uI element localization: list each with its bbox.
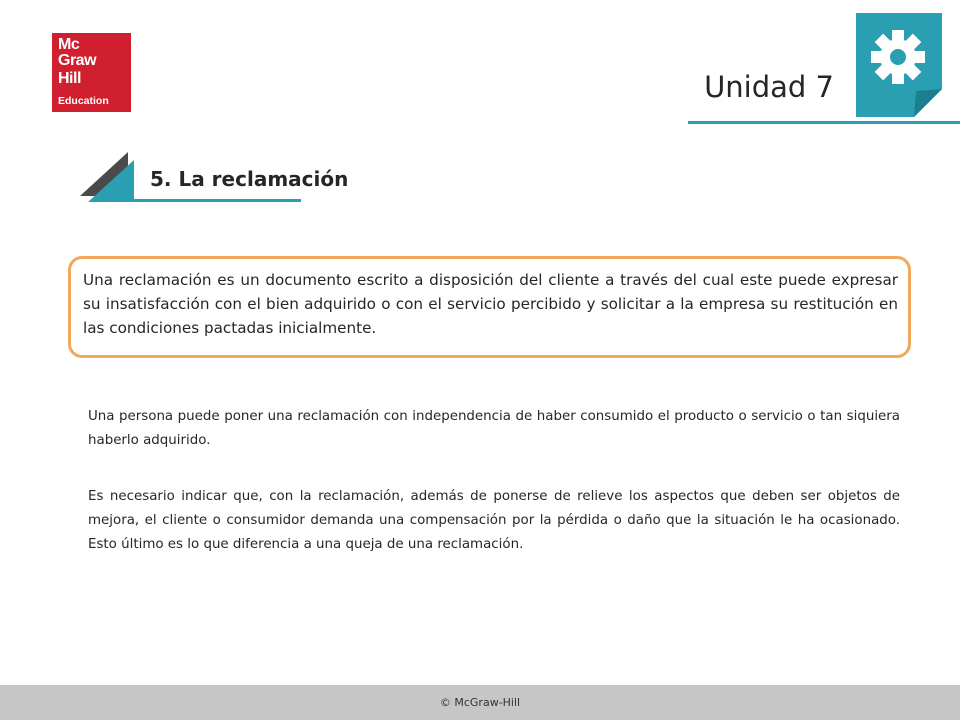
- section-title: 5. La reclamación: [150, 167, 349, 191]
- unit-title: Unidad 7: [704, 70, 834, 104]
- copyright-text: © McGraw-Hill: [439, 696, 521, 709]
- logo-line-graw: Graw: [58, 52, 97, 69]
- definition-box: [68, 256, 911, 358]
- section-corner-icon: [80, 152, 136, 204]
- mcgraw-hill-logo: [52, 33, 131, 112]
- body-paragraph-2: Es necesario indicar que, con la reclamación, además de ponerse de relieve los aspectos que deben ser objetos de mejora, el cliente o consumidor demanda una compensación por la pérdida o daño que la situación le ha ocasionado. Esto último es lo que diferencia a una queja de una reclamación.: [88, 489, 900, 552]
- section-underline: [134, 199, 301, 202]
- body-paragraph-1: Una persona puede poner una reclamación con independencia de haber consumido el producto o servicio o tan siquiera haberlo adquirido.: [88, 409, 900, 448]
- gear-icon: [856, 13, 942, 117]
- logo-line-mc: Mc: [58, 36, 80, 53]
- definition-text: Una reclamación es un documento escrito a disposición del cliente a través del cual este puede expresar su insatisfacción con el bien adquirido o con el servicio percibido y solicitar a la empresa su restitución en las condiciones pactadas inicialmente.: [83, 271, 898, 337]
- unit-underline: [688, 121, 960, 124]
- footer-bar: [0, 685, 960, 720]
- logo-line-education: Education: [58, 95, 109, 107]
- logo-line-hill: Hill: [58, 70, 81, 87]
